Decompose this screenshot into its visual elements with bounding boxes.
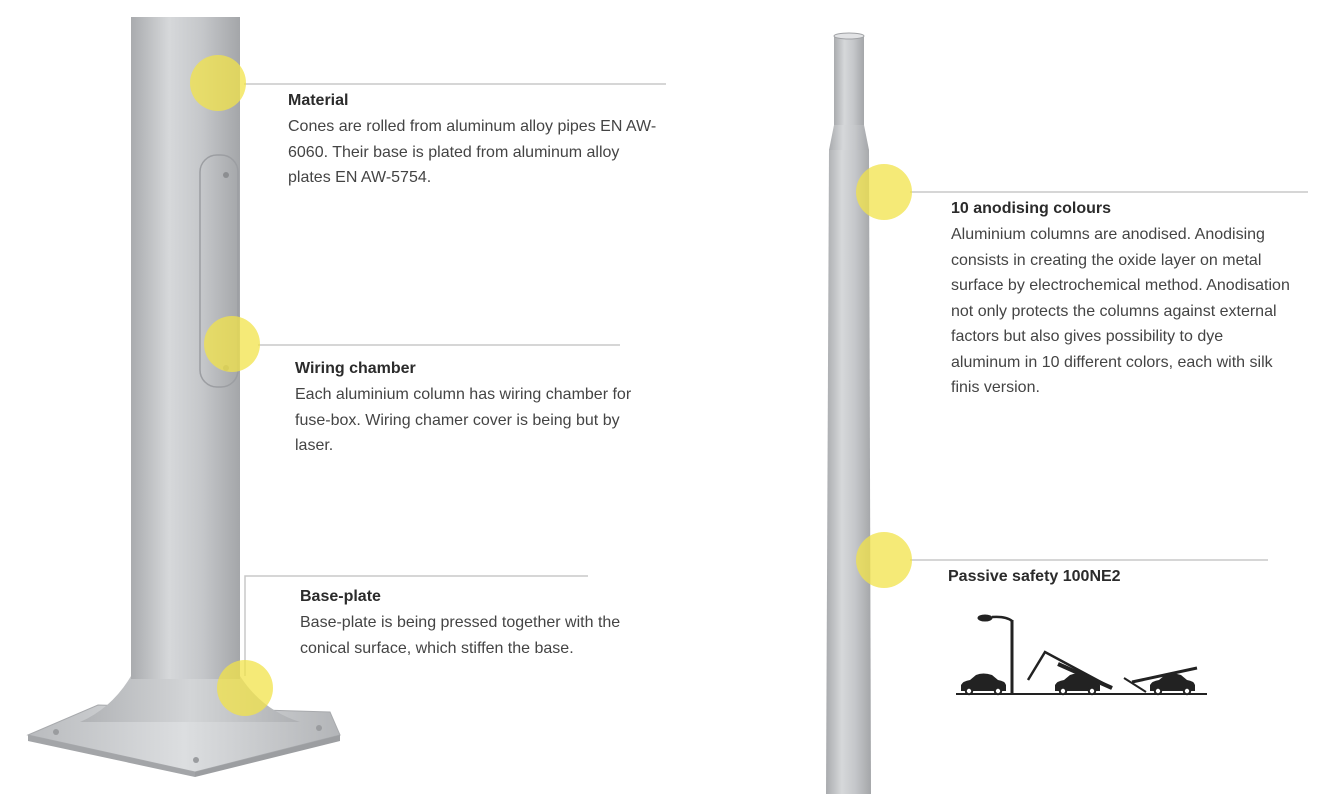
pole-right-icon (826, 33, 871, 794)
feature-wiring-chamber (295, 360, 655, 459)
feature-title: Wiring chamber (295, 360, 416, 377)
feature-description: Base-plate is being pressed together with the conical surface, which stiffen the base. (300, 614, 621, 657)
feature-base-plate (300, 588, 650, 661)
feature-material (288, 92, 658, 191)
feature-description: Aluminium columns are anodised. Anodising consists in creating the oxide layer on metal surface by electrochemical method. Anodisation not only protects the columns against external factors but also gives possibility to dye aluminum in 10 different colors, each with silk finis version. (951, 226, 1290, 396)
passive-safety-icon (956, 615, 1207, 694)
material-marker (190, 55, 246, 111)
feature-description: Each aluminium column has wiring chamber for fuse-box. Wiring chamer cover is being but by laser. (295, 386, 632, 454)
passive-safety-marker (856, 532, 912, 588)
feature-title: 10 anodising colours (951, 200, 1112, 217)
feature-title: Material (288, 92, 349, 109)
feature-title: Passive safety 100NE2 (948, 568, 1121, 585)
feature-description: Cones are rolled from aluminum alloy pipes EN AW-6060. Their base is plated from aluminum alloy plates EN AW-5754. (288, 118, 657, 186)
anodising-marker (856, 164, 912, 220)
feature-passive-safety (948, 568, 1248, 590)
feature-anodising-colours (951, 200, 1296, 401)
wiring-chamber-marker (204, 316, 260, 372)
feature-title: Base-plate (300, 588, 381, 605)
base-plate-marker (217, 660, 273, 716)
